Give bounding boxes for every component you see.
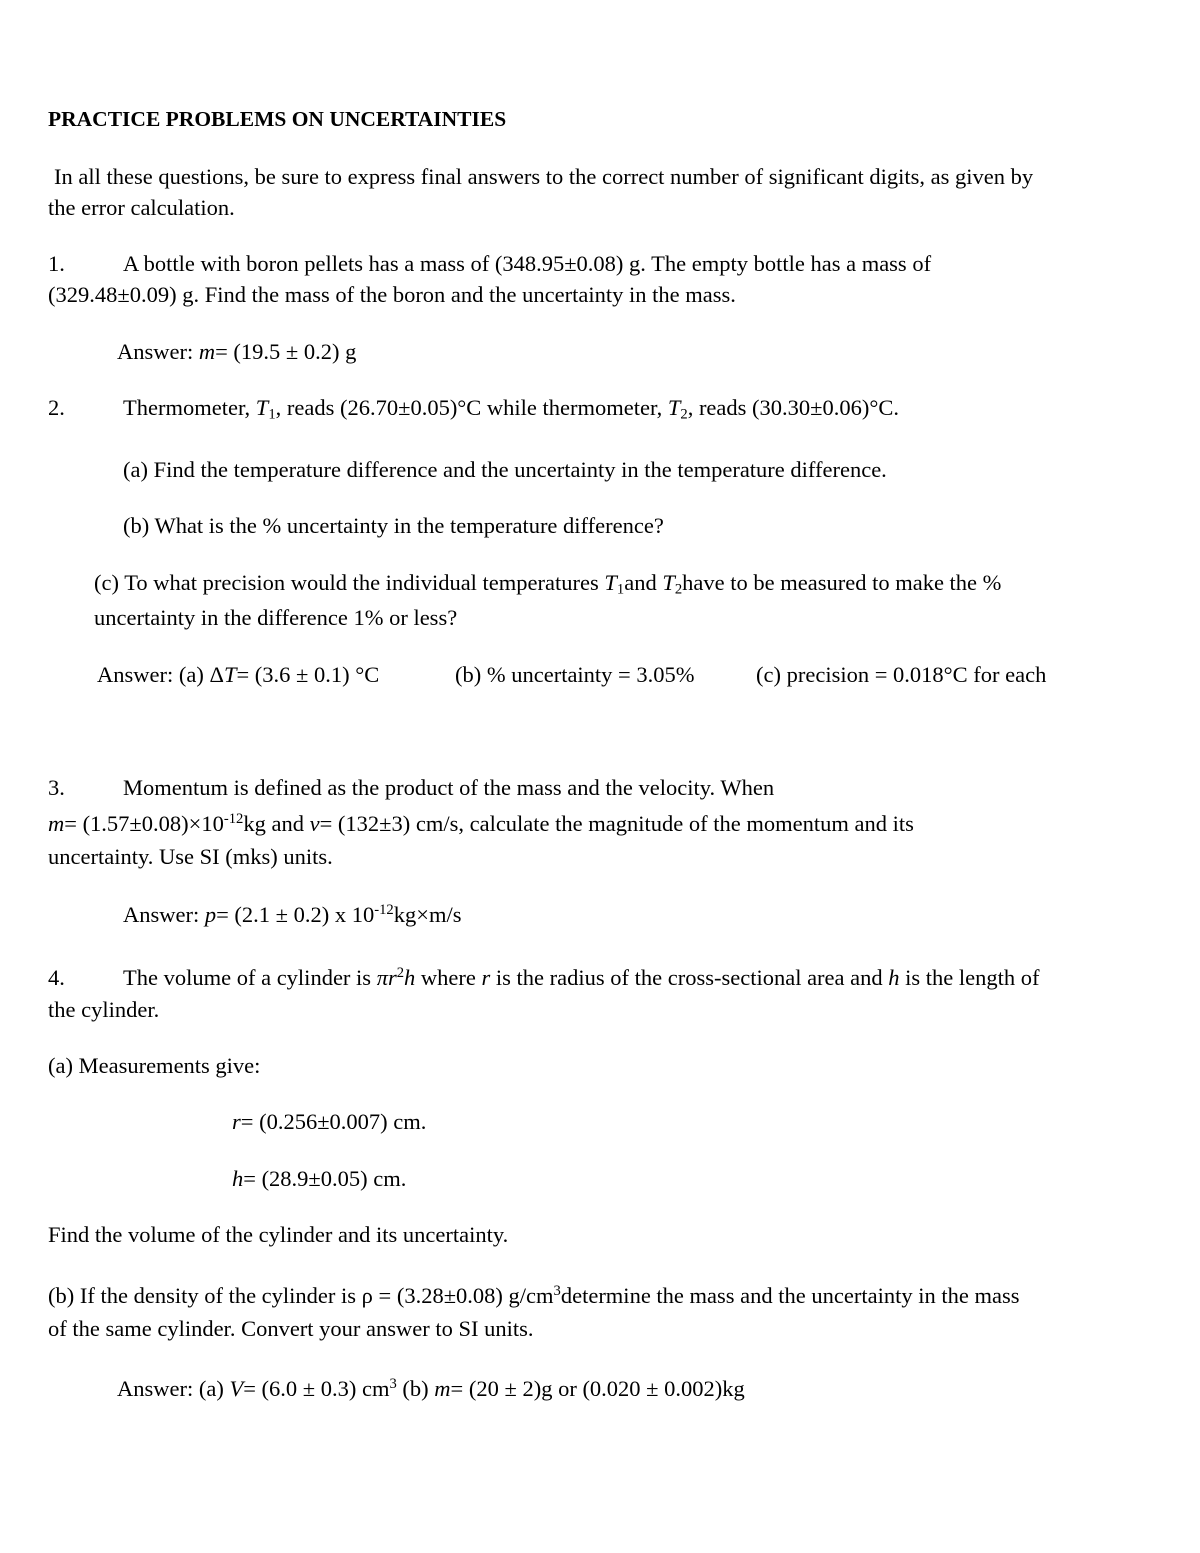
measurement-value: = (28.9±0.05) cm.	[243, 1166, 407, 1191]
radius-variable: r	[387, 965, 397, 990]
length-variable: h	[404, 965, 416, 990]
problem-2-answer-c: (c) precision = 0.018°C for each	[756, 662, 1047, 687]
radius-variable: r	[232, 1109, 241, 1134]
text-segment: (b) If the density of the cylinder is ρ = (3.28±0.08) g/cm	[48, 1283, 554, 1308]
answer-label: Answer: (a)	[117, 1376, 230, 1401]
momentum-variable: p	[204, 902, 217, 927]
text-segment: determine the mass and the uncertainty in the mass	[560, 1283, 1020, 1308]
problem-1-number: 1.	[48, 251, 65, 276]
mass-variable: m	[48, 811, 65, 836]
text-segment: have to be measured to make the %	[682, 570, 1002, 595]
volume-variable: V	[229, 1376, 244, 1401]
text-segment: = (1.57±0.08)×10	[64, 811, 224, 836]
text-segment: The volume of a cylinder is	[123, 965, 377, 990]
problem-3-line-1: Momentum is defined as the product of the mass and the velocity. When	[123, 775, 775, 800]
temperature-variable: T	[223, 662, 237, 687]
text-segment: , reads (26.70±0.05)°C while thermometer,	[275, 395, 668, 420]
exponent: -12	[374, 901, 394, 918]
problem-2-answer	[97, 664, 379, 687]
radius-variable: r	[481, 965, 491, 990]
answer-a-label: Answer: (a) Δ	[97, 662, 224, 687]
problem-1-line-1: A bottle with boron pellets has a mass of (348.95±0.08) g. The empty bottle has a mass of	[123, 251, 932, 276]
problem-4-part-a: (a) Measurements give:	[48, 1053, 261, 1078]
answer-label: Answer:	[123, 902, 205, 927]
problem-1-answer	[117, 341, 356, 364]
answer-value: = (6.0 ± 0.3) cm	[243, 1376, 390, 1401]
answer-value: = (19.5 ± 0.2) g	[215, 339, 357, 364]
answer-value: = (2.1 ± 0.2) x 10	[216, 902, 375, 927]
answer-units: kg×m/s	[393, 902, 462, 927]
problem-3-line-3: uncertainty. Use SI (mks) units.	[48, 844, 333, 869]
problem-4-line-1	[123, 964, 1040, 990]
text-segment: and	[624, 570, 663, 595]
temperature-variable: T	[667, 395, 681, 420]
text-segment: = (132±3) cm/s, calculate the magnitude of the momentum and its	[319, 811, 914, 836]
page-title: PRACTICE PROBLEMS ON UNCERTAINTIES	[48, 107, 507, 131]
velocity-variable: v	[309, 811, 320, 836]
length-variable: h	[888, 965, 900, 990]
problem-1-line-2: (329.48±0.09) g. Find the mass of the boron and the uncertainty in the mass.	[48, 282, 736, 307]
mass-variable: m	[198, 339, 216, 364]
exponent: 3	[553, 1282, 561, 1299]
problem-2-part-c-line-1	[94, 570, 1002, 598]
subscript: 2	[674, 581, 683, 598]
exponent: -12	[223, 810, 244, 827]
problem-3-answer	[123, 901, 462, 927]
problem-4-part-b-line-1	[48, 1282, 1020, 1308]
pi-symbol: π	[376, 965, 388, 990]
text-segment: Thermometer,	[123, 395, 256, 420]
text-segment: , reads (30.30±0.06)°C.	[687, 395, 899, 420]
temperature-variable: T	[662, 570, 675, 595]
exponent: 2	[396, 964, 405, 981]
length-variable: h	[232, 1166, 244, 1191]
exponent: 3	[389, 1375, 397, 1392]
answer-label: Answer:	[117, 339, 194, 364]
mass-variable: m	[434, 1376, 451, 1401]
subscript: 1	[268, 406, 276, 423]
text-segment: kg and	[243, 811, 310, 836]
problem-2-answer-b: (b) % uncertainty = 3.05%	[455, 662, 695, 687]
subscript: 2	[680, 406, 688, 423]
temperature-variable: T	[255, 395, 269, 420]
radius-measurement	[232, 1111, 426, 1134]
problem-2-part-c-line-2: uncertainty in the difference 1% or less?	[94, 605, 458, 630]
intro-line-2: the error calculation.	[48, 195, 235, 220]
problem-4-part-b-line-2: of the same cylinder. Convert your answer to SI units.	[48, 1316, 534, 1341]
problem-4-find-volume: Find the volume of the cylinder and its uncertainty.	[48, 1222, 509, 1247]
problem-2-line-1	[123, 395, 899, 423]
text-segment: (b)	[396, 1376, 435, 1401]
length-measurement	[232, 1168, 406, 1191]
problem-2-number: 2.	[48, 395, 65, 420]
problem-2-part-b: (b) What is the % uncertainty in the temperature difference?	[123, 513, 664, 538]
problem-2-part-a: (a) Find the temperature difference and the uncertainty in the temperature difference.	[123, 457, 887, 482]
problem-4-answer	[117, 1375, 745, 1401]
text-segment: where	[415, 965, 482, 990]
text-segment: (c) To what precision would the individual temperatures	[94, 570, 605, 595]
text-segment: is the length of	[899, 965, 1040, 990]
problem-3-number: 3.	[48, 775, 65, 800]
text-segment: is the radius of the cross-sectional area and	[490, 965, 889, 990]
intro-line-1: In all these questions, be sure to express final answers to the correct number of significant digits, as given by	[54, 164, 1034, 189]
measurement-value: = (0.256±0.007) cm.	[240, 1109, 427, 1134]
subscript: 1	[616, 581, 625, 598]
problem-3-line-2	[48, 810, 914, 836]
answer-a-value: = (3.6 ± 0.1) °C	[236, 662, 380, 687]
problem-4-number: 4.	[48, 965, 65, 990]
problem-4-line-2: the cylinder.	[48, 997, 160, 1022]
answer-value: = (20 ± 2)g or (0.020 ± 0.002)kg	[450, 1376, 745, 1401]
temperature-variable: T	[604, 570, 617, 595]
